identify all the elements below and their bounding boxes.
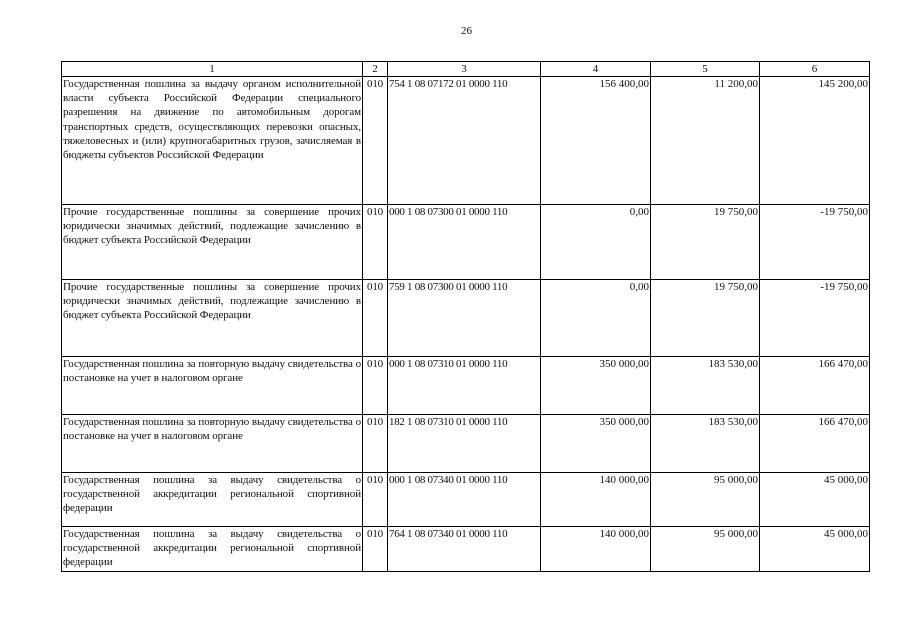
row-kbk-cell: 000 1 08 07340 01 0000 110 — [388, 473, 541, 527]
row-name-cell: Государственная пошлина за повторную выдачу свидетельства о постановке на учет в налоговом органе — [62, 415, 363, 473]
table-row — [62, 77, 870, 205]
table-header-row — [62, 62, 870, 77]
row-col6-cell: 166 470,00 — [760, 357, 870, 415]
row-line-code-cell: 010 — [363, 280, 388, 357]
row-col6-cell: 45 000,00 — [760, 527, 870, 572]
table-row — [62, 357, 870, 415]
row-kbk-cell: 000 1 08 07310 01 0000 110 — [388, 357, 541, 415]
row-kbk-cell: 754 1 08 07172 01 0000 110 — [388, 77, 541, 205]
row-kbk-cell: 764 1 08 07340 01 0000 110 — [388, 527, 541, 572]
column-header-6: 6 — [760, 62, 870, 77]
row-col4-cell: 156 400,00 — [541, 77, 651, 205]
column-header-2: 2 — [363, 62, 388, 77]
row-name-cell: Государственная пошлина за выдачу свидетельства о государственной аккредитации региональной спортивной федерации — [62, 473, 363, 527]
row-col6-cell: 145 200,00 — [760, 77, 870, 205]
table-row — [62, 415, 870, 473]
column-header-4: 4 — [541, 62, 651, 77]
row-col4-cell: 140 000,00 — [541, 527, 651, 572]
row-line-code-cell: 010 — [363, 473, 388, 527]
row-line-code-cell: 010 — [363, 205, 388, 280]
row-col6-cell: 45 000,00 — [760, 473, 870, 527]
table-row — [62, 280, 870, 357]
budget-revenue-table — [61, 61, 870, 572]
row-name-cell: Прочие государственные пошлины за совершение прочих юридически значимых действий, подлежащие зачислению в бюджет субъекта Российской Федерации — [62, 205, 363, 280]
row-kbk-cell: 759 1 08 07300 01 0000 110 — [388, 280, 541, 357]
row-name-cell: Государственная пошлина за повторную выдачу свидетельства о постановке на учет в налоговом органе — [62, 357, 363, 415]
row-col5-cell: 11 200,00 — [651, 77, 760, 205]
row-name-cell: Государственная пошлина за выдачу свидетельства о государственной аккредитации региональной спортивной федерации — [62, 527, 363, 572]
row-col5-cell: 19 750,00 — [651, 280, 760, 357]
row-col4-cell: 350 000,00 — [541, 357, 651, 415]
row-col5-cell: 183 530,00 — [651, 415, 760, 473]
row-line-code-cell: 010 — [363, 357, 388, 415]
row-kbk-cell: 182 1 08 07310 01 0000 110 — [388, 415, 541, 473]
row-name-cell: Государственная пошлина за выдачу органом исполнительной власти субъекта Российской Федерации специального разрешения на движение по автомобильным дорогам транспортных средств, осуществляющих перевозки опасных, тяжеловесных и (или) крупногабаритных грузов, зачисляемая в бюджеты субъектов Российской Федерации — [62, 77, 363, 205]
row-col4-cell: 350 000,00 — [541, 415, 651, 473]
row-col5-cell: 95 000,00 — [651, 527, 760, 572]
row-line-code-cell: 010 — [363, 77, 388, 205]
row-col6-cell: 166 470,00 — [760, 415, 870, 473]
row-col6-cell: -19 750,00 — [760, 205, 870, 280]
row-col4-cell: 0,00 — [541, 205, 651, 280]
row-col5-cell: 183 530,00 — [651, 357, 760, 415]
row-name-cell: Прочие государственные пошлины за совершение прочих юридически значимых действий, подлежащие зачислению в бюджет субъекта Российской Федерации — [62, 280, 363, 357]
column-header-3: 3 — [388, 62, 541, 77]
column-header-1: 1 — [62, 62, 363, 77]
row-col6-cell: -19 750,00 — [760, 280, 870, 357]
table-row — [62, 205, 870, 280]
row-kbk-cell: 000 1 08 07300 01 0000 110 — [388, 205, 541, 280]
column-header-5: 5 — [651, 62, 760, 77]
table-row — [62, 527, 870, 572]
row-col5-cell: 19 750,00 — [651, 205, 760, 280]
row-col5-cell: 95 000,00 — [651, 473, 760, 527]
page-number: 26 — [461, 25, 472, 37]
table-row — [62, 473, 870, 527]
row-line-code-cell: 010 — [363, 415, 388, 473]
row-col4-cell: 0,00 — [541, 280, 651, 357]
row-col4-cell: 140 000,00 — [541, 473, 651, 527]
row-line-code-cell: 010 — [363, 527, 388, 572]
